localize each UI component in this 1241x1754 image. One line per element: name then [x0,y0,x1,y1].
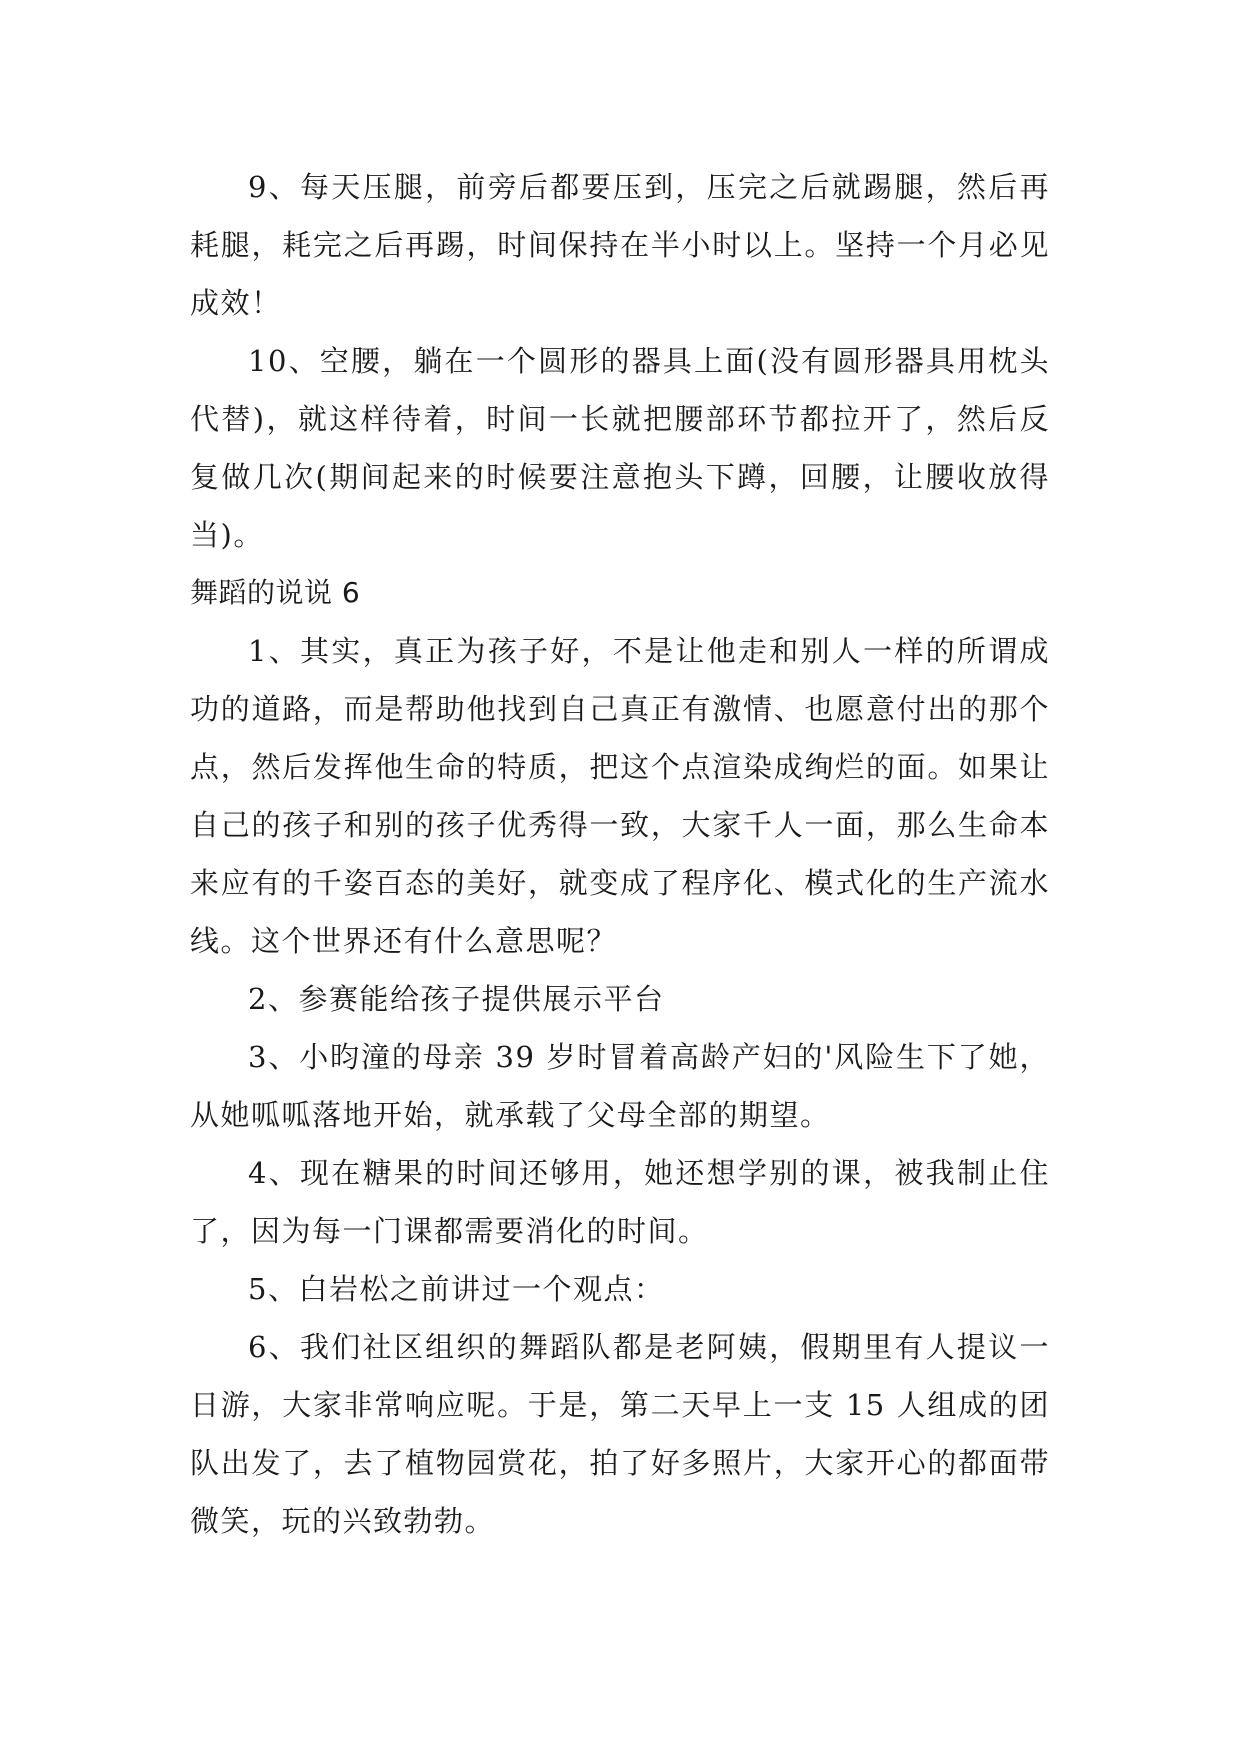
paragraph-item-5: 5、白岩松之前讲过一个观点： [248,1272,665,1306]
paragraph-item-6: 6、我们社区组织的舞蹈队都是老阿姨，假期里有人提议一日游，大家非常响应呢。于是，第二天早上一支 15 人组成的团队出发了，去了植物园赏花，拍了好多照片，大家开心的都面带微笑，玩的兴致勃勃。 [190,1330,1050,1538]
section-heading: 舞蹈的说说 6 [190,576,361,609]
paragraph-item-10: 10、空腰，躺在一个圆形的器具上面(没有圆形器具用枕头代替)，就这样待着，时间一长就把腰部环节都拉开了，然后反复做几次(期间起来的时候要注意抱头下蹲，回腰，让腰收放得当)。 [190,344,1050,552]
paragraph-item-4: 4、现在糖果的时间还够用，她还想学别的课，被我制止住了，因为每一门课都需要消化的时间。 [190,1156,1050,1248]
paragraph-item-9: 9、每天压腿，前旁后都要压到，压完之后就踢腿，然后再耗腿，耗完之后再踢，时间保持在半小时以上。坚持一个月必见成效！ [190,170,1050,320]
document-body [190,158,1050,1550]
paragraph-item-1: 1、其实，真正为孩子好，不是让他走和别人一样的所谓成功的道路，而是帮助他找到自己真正有激情、也愿意付出的那个点，然后发挥他生命的特质，把这个点渲染成绚烂的面。如果让自己的孩子和别的孩子优秀得一致，大家千人一面，那么生命本来应有的千姿百态的美好，就变成了程序化、模式化的生产流水线。这个世界还有什么意思呢？ [190,634,1050,958]
paragraph-item-3: 3、小昀潼的母亲 39 岁时冒着高龄产妇的'风险生下了她，从她呱呱落地开始，就承载了父母全部的期望。 [190,1040,1050,1132]
paragraph-item-2: 2、参赛能给孩子提供展示平台 [248,982,665,1016]
